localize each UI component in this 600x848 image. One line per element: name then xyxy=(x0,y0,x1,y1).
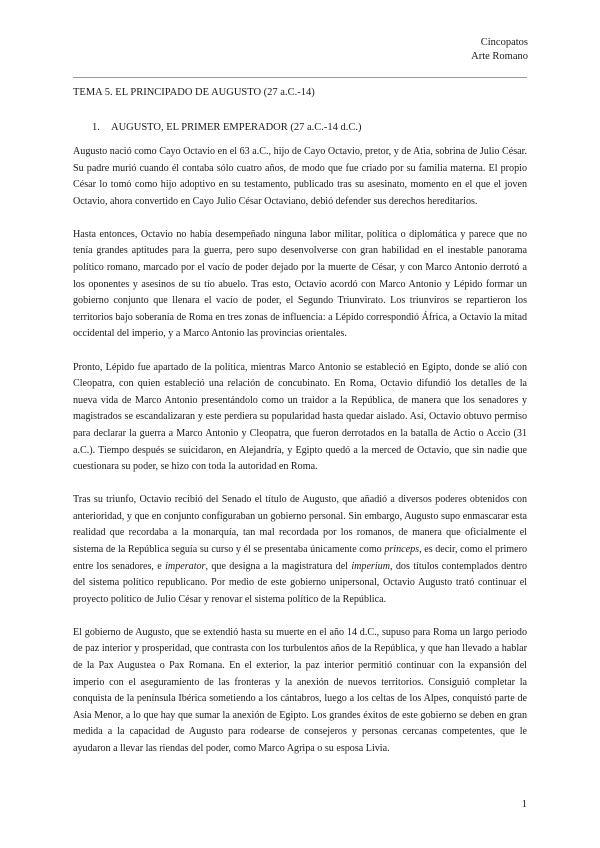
section-heading xyxy=(92,122,362,133)
paragraph-4-text-d: , dos títulos contemplados dentro del sistema político republicano. Por medio de este gobierno unipersonal, Octavio Augusto trató continuar el proyecto político de Julio César y renovar el sistema político de la República. xyxy=(73,560,527,605)
paragraph-2: Hasta entonces, Octavio no había desempeñado ninguna labor militar, política o diplomática y parece que no tenía grandes aptitudes para la guerra, pero supo desenvolverse con gran habilidad en el inestable panorama político romano, marcado por el vacío de poder dejado por la muerte de César, y con Marco Antonio derrotó a los oponentes y asesinos de su tío abuelo. Tras esto, Octavio acordó con Marco Antonio y Lépido formar un gobierno conjunto que llenara el vacío de poder, el Segundo Triunvirato. Los triunviros se repartieron los territorios bajo soberanía de Roma en tres zonas de influencia: a Lépido correspondió África, a Octavio la mitad occidental del imperio, y a Marco Antonio las provincias orientales. xyxy=(73,228,527,340)
page-header xyxy=(471,36,528,64)
paragraph-5: El gobierno de Augusto, que se extendió hasta su muerte en el año 14 d.C., supuso para Roma un largo periodo de paz interior y prosperidad, que contrasta con los turbulentos años de la República, y que han llevado a hablar de la Pax Augustea o Pax Romana. En el exterior, la paz interior permitió continuar con la expansión del imperio con el aseguramiento de las fronteras y la anexión de nuevos territorios. Consiguió completar la conquista de la península Ibérica sometiendo a los cántabros, luego a los celtas de los Alpes, conquistó parte de Asia Menor, a lo que hay que sumar la anexión de Egipto. Los grandes éxitos de este gobierno se deben en gran medida a la capacidad de Augusto para rodearse de consejeros y personas cercanas competentes, que le ayudaron a llevar las riendas del poder, como Marco Agripa o su esposa Livia. xyxy=(73,626,527,754)
paragraph-4-text-c: , que designa a la magistratura del xyxy=(205,560,352,572)
header-author: Cincopatos xyxy=(480,37,528,48)
paragraph-1: Augusto nació como Cayo Octavio en el 63 a.C., hijo de Cayo Octavio, pretor, y de Atia, sobrina de Julio César. Su padre murió cuando él contaba sólo cuatro años, de modo que fue criado por su familia materna. El propio César lo tomó como hijo adoptivo en su testamento, publicado tras su asesinato, momento en el que el joven Octavio, ahora convertido en Cayo Julio César Octaviano, debió defender sus derechos hereditarios. xyxy=(73,146,527,207)
header-subject: Arte Romano xyxy=(471,51,528,62)
header-divider xyxy=(73,77,527,78)
term-princeps: princeps xyxy=(384,543,420,555)
paragraph-4-text-b: , es decir, como el primero entre los senadores, e xyxy=(73,543,527,572)
section-title: AUGUSTO, EL PRIMER EMPERADOR (27 a.C.-14 d.C.) xyxy=(111,122,362,133)
document-body xyxy=(73,144,527,774)
paragraph-3: Pronto, Lépido fue apartado de la política, mientras Marco Antonio se estableció en Egipto, donde se alió con Cleopatra, con quien estableció una relación de concubinato. En Roma, Octavio difundió los detalles de la nueva vida de Marco Antonio presentándolo como un traidor a la República, de manera que los senadores y magistrados se escandalizaran y este perdiera su popularidad hasta quedar aislado. Así, Octavio obtuvo permiso para declarar la guerra a Marco Antonio y Cleopatra, que fueron derrotados en la batalla de Actio o Accio (31 a.C.). Tiempo después se suicidaron, en Alejandría, y Egipto quedó a la merced de Octavio, que sin nadie que cuestionara su poder, se hizo con toda la autoridad en Roma. xyxy=(73,361,527,473)
term-imperium: imperium xyxy=(351,560,391,572)
topic-title: TEMA 5. EL PRINCIPADO DE AUGUSTO (27 a.C.-14) xyxy=(73,87,315,98)
page-number: 1 xyxy=(521,799,527,810)
term-imperator: imperator xyxy=(165,560,206,572)
section-number: 1. xyxy=(92,122,100,133)
paragraph-4-text-a: Tras su triunfo, Octavio recibió del Senado el título de Augusto, que añadió a diversos poderes obtenidos con anterioridad, y que en conjunto configuraban un gobierno personal. Sin embargo, Augusto supo enmascarar esta realidad que recordaba a la monarquía, tan mal recordada por los romanos, de manera que oficialmente el sistema de la República seguía su curso y él se presentaba únicamente como xyxy=(73,494,527,555)
paragraph-4 xyxy=(73,492,527,608)
